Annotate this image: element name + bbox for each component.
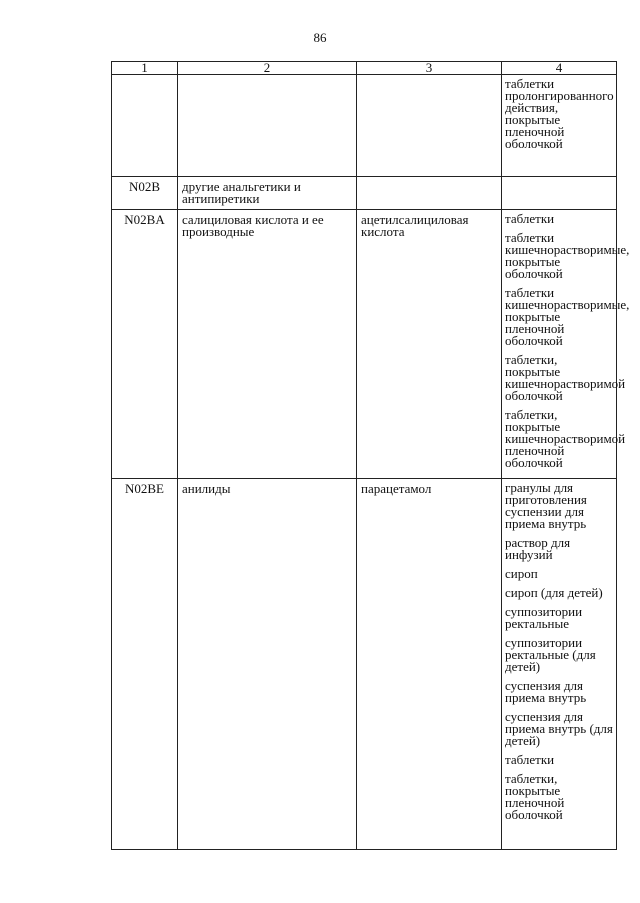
group-cell: другие анальгетики и антипиретики [178,177,357,210]
column-header-3: 3 [357,62,502,75]
group-cell [178,75,357,177]
dosage-form: сироп (для детей) [505,585,603,600]
dosage-forms-cell [502,177,617,210]
group-cell: салициловая кислота и ее производные [178,210,357,479]
page-number: 86 [313,30,327,45]
dosage-form: суппозитории ректальные [505,604,583,631]
dosage-form: таблетки, покрытые кишечнорастворимой пленочной оболочкой [505,407,626,470]
substance-cell: парацетамол [357,479,502,850]
dosage-form: таблетки пролонгированного действия, покрытые пленочной оболочкой [505,76,614,151]
table-row [112,210,617,479]
dosage-forms-cell [502,210,630,479]
atc-code-cell: N02BA [112,210,178,479]
dosage-form: таблетки, покрытые пленочной оболочкой [505,771,565,822]
column-header-4: 4 [502,62,617,75]
table-row [112,75,617,177]
substance-cell: ацетилсалициловая кислота [357,210,502,479]
dosage-form: таблетки, покрытые кишечнорастворимой оболочкой [505,352,626,403]
column-header-1: 1 [112,62,178,75]
dosage-form: гранулы для приготовления суспензии для приема внутрь [505,480,587,531]
dosage-form: суппозитории ректальные (для детей) [505,635,596,674]
dosage-forms-cell [502,479,617,850]
table-row [112,479,617,850]
dosage-form: таблетки [505,752,555,767]
dosage-form: таблетки кишечнорастворимые, покрытые пленочной оболочкой [505,285,630,348]
dosage-form: раствор для инфузий [505,535,571,562]
atc-code-cell: N02BE [112,479,178,850]
dosage-form: таблетки кишечнорастворимые, покрытые оболочкой [505,230,630,281]
atc-code-cell: N02B [112,177,178,210]
table-row [112,177,617,210]
group-cell: анилиды [178,479,357,850]
substance-cell [357,177,502,210]
atc-code-cell [112,75,178,177]
dosage-form: сироп [505,566,538,581]
dosage-form: суспензия для приема внутрь [505,678,587,705]
dosage-form: суспензия для приема внутрь (для детей) [505,709,613,748]
substance-cell [357,75,502,177]
table-header-row [112,62,617,75]
dosage-form: таблетки [505,211,555,226]
dosage-forms-cell [502,75,617,177]
medication-table [111,60,630,850]
column-header-2: 2 [178,62,357,75]
